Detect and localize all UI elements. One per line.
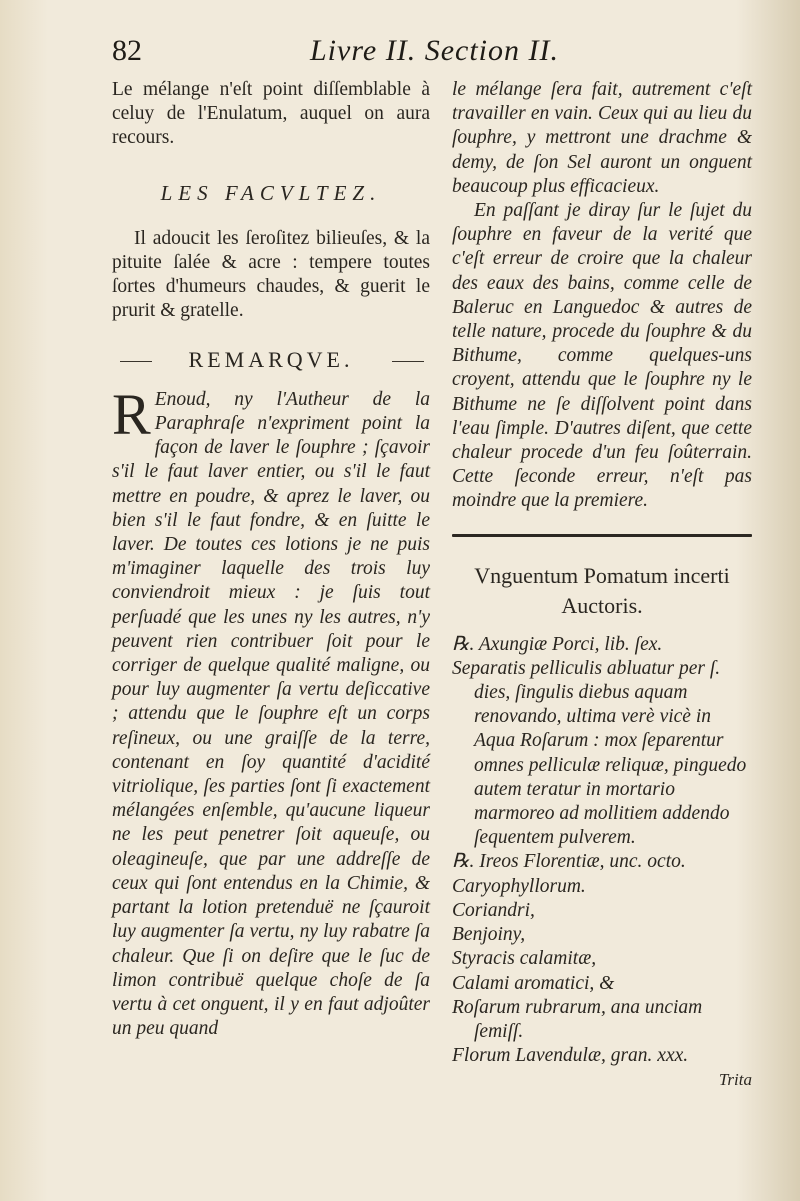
recipe-title-line-1: Vnguentum Pomatum incerti	[474, 562, 730, 588]
remarque-paragraph	[112, 381, 430, 1041]
recipe-line: Caryophyllorum.	[452, 875, 586, 897]
right-column	[452, 78, 752, 1093]
remarque-heading: REMARQVE.	[112, 348, 430, 372]
recipe-line: Florum Lavendulæ, gran. xxx.	[452, 1045, 689, 1067]
page-header	[112, 34, 740, 74]
drop-cap: R	[112, 381, 151, 447]
recipe-line: Calami aromatici, &	[452, 972, 615, 994]
recipe-line: Coriandri,	[452, 899, 535, 921]
recipe-line: ℞. Axungiæ Porci, lib. ſex.	[452, 633, 663, 655]
running-title: Livre II. Section II.	[310, 34, 559, 67]
page-number: 82	[112, 34, 142, 67]
recipe-line: ℞. Ireos Florentiæ, unc. octo.	[452, 851, 686, 873]
remarque-text: Enoud, ny l'Autheur de la Paraphraſe n'expriment point la façon de laver le ſouphre ; ſçavoir s'il le faut laver entier, ou s'il le faut mettre en poudre, & aprez le laver, ou bien s'il le faut fondre, & en ſuitte le laver. De toutes ces lotions je ne puis m'imaginer laquelle des trois luy conviendroit mieux : je ſuis tout perſuadé que les unes ny les autres, n'y peuvent rien contribuer ſoit pour le corriger de quelque qualité maligne, ou pour luy augmenter ſa vertu deſiccative ; attendu que le ſouphre eſt un corps reſineux, ou une graiſſe de la terre, contenant en ſoy quantité d'acidité vitriolique, ſes parties ſont ſi exactement mélangées enſemble, qu'aucune liqueur ne les peut penetrer ſoit aqueuſe, ou oleagineuſe, que par une addreſſe de ceux qui ſont entendus en la Chimie, & partant la lotion pretenduë ne ſçauroit luy augmenter ſa vertu, ny luy rabatre ſa chaleur. Que ſi on deſire que le ſuc de limon contribuë quelque choſe de ſa vertu à cet onguent, il y en faut adjoûter un peu quand	[112, 388, 430, 1040]
recipe-title-line-2: Auctoris.	[561, 592, 643, 618]
recipe-title	[452, 561, 752, 621]
section-divider	[452, 534, 752, 537]
recipe-line: Styracis calamitæ,	[452, 948, 597, 970]
facultez-heading: LES FACVLTEZ.	[160, 180, 382, 205]
continuation-paragraph: le mélange ſera fait, autrement c'eſt travailler en vain. Ceux qui au lieu du ſouphre, y mettront une drachme & demy, de ſon Sel auront un onguent beaucoup plus efficacieux.	[452, 79, 752, 197]
bains-paragraph: En paſſant je diray ſur le ſujet du ſouphre en faveur de la verité que c'eſt erreur de croire que la chaleur des eaux des bains, comme celle de Baleruc en Languedoc & autres de telle nature, procede du ſouphre & du Bithume, comme quelques-uns croyent, attendu que le ſouphre ny le Bithume ne ſe diſſolvent point dans l'eau ſimple. D'autres diſent, que cette chaleur procede d'un feu ſoûterrain. Cette ſeconde erreur, n'eſt pas moindre que la premiere.	[452, 200, 752, 512]
recipe-line: Roſarum rubrarum, ana unciam ſemiſſ.	[452, 996, 703, 1042]
intro-paragraph: Le mélange n'eſt point diſſemblable à celuy de l'Enulatum, auquel on aura recours.	[112, 79, 430, 149]
left-column	[112, 78, 430, 1041]
facultez-paragraph: Il adoucit les ſeroſitez bilieuſes, & la pituite ſalée & acre : tempere toutes ſortes d'humeurs chaudes, & guerit le prurit & gratelle.	[112, 227, 430, 322]
catchword: Trita	[718, 1070, 752, 1090]
recipe-line: Separatis pelliculis abluatur per ſ. dies, ſingulis diebus aquam renovando, ultima verè vicè in Aqua Roſarum : mox ſeparentur omnes pelliculæ reliquæ, pinguedo autem teratur in mortario marmoreo ad mollitiem addendo ſequentem pulverem.	[452, 657, 747, 849]
recipe-line: Benjoiny,	[452, 924, 526, 946]
recipe-list	[452, 633, 752, 1093]
